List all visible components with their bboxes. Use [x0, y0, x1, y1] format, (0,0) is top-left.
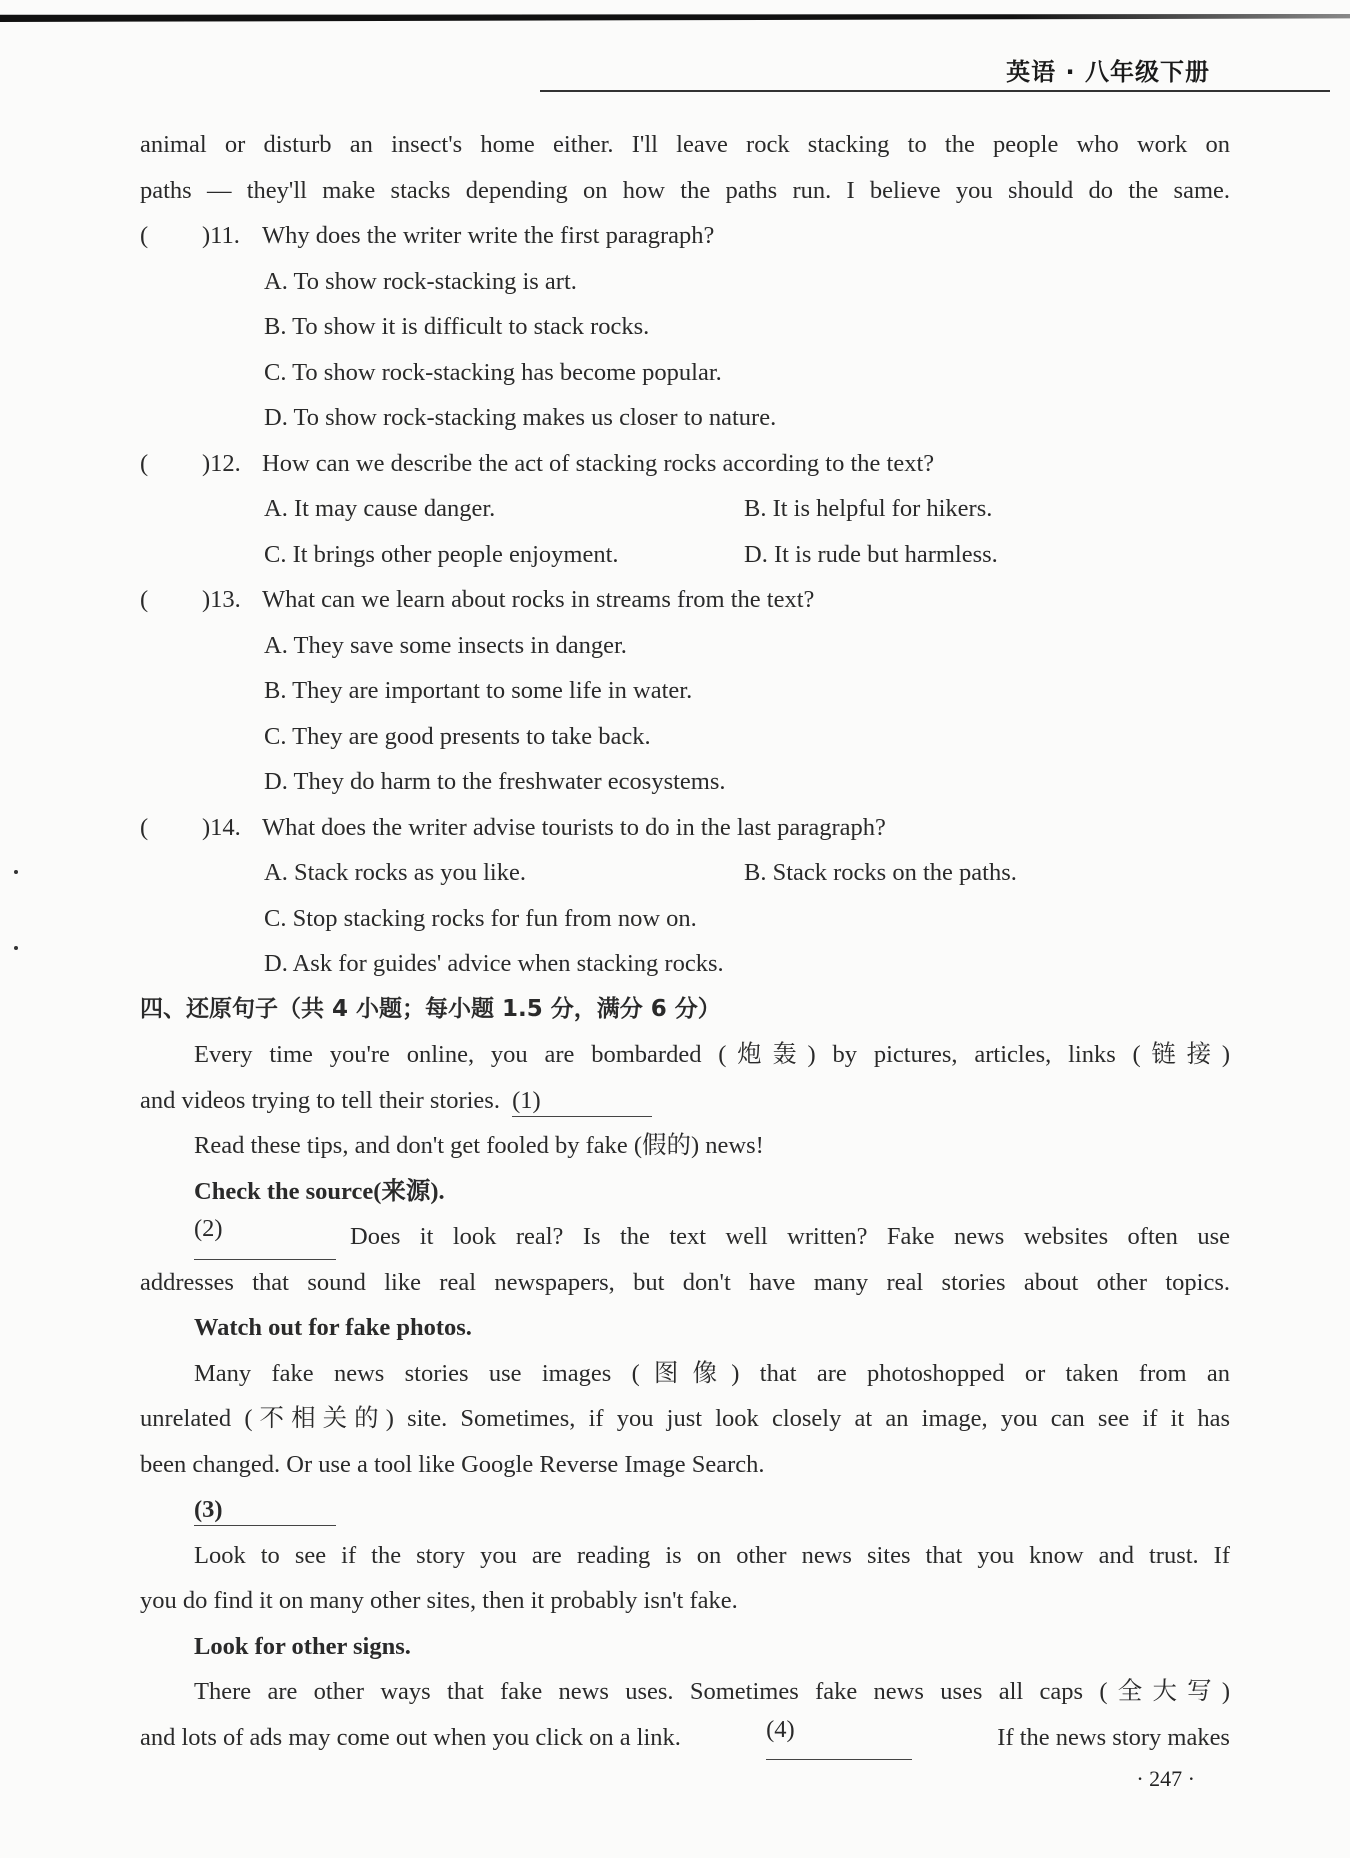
option: B. To show it is difficult to stack rocks. — [264, 313, 650, 340]
question-12 — [140, 441, 1230, 487]
paragraph-line: you do find it on many other sites, then it probably isn't fake. — [140, 1587, 738, 1614]
question-14 — [140, 805, 1230, 851]
subheading: Check the source(来源). — [194, 1177, 445, 1205]
subheading: Watch out for fake photos. — [194, 1314, 472, 1341]
option: B. They are important to some life in water. — [264, 677, 693, 704]
option: C. Stop stacking rocks for fun from now on. — [264, 904, 697, 932]
option: D. It is rude but harmless. — [744, 540, 998, 568]
option: C. They are good presents to take back. — [264, 722, 651, 750]
option-row — [140, 850, 1230, 896]
paragraph-line: been changed. Or use a tool like Google Reverse Image Search. — [140, 1450, 765, 1478]
answer-blank-1[interactable]: (1) — [512, 1086, 652, 1117]
paragraph-line: unrelated (不相关的) site. Sometimes, if you just look closely at an image, you can see if it has — [140, 1405, 1230, 1432]
option: D. They do harm to the freshwater ecosystems. — [264, 768, 726, 795]
question-stem: Why does the writer write the first paragraph? — [262, 222, 715, 249]
answer-paren[interactable]: ( — [140, 586, 149, 613]
paragraph-line — [140, 1487, 1230, 1533]
option: C. To show rock-stacking has become popular. — [264, 358, 722, 386]
passage-line: paths — they'll make stacks depending on how the paths run. I believe you should do the same. — [140, 176, 1230, 204]
subheading: Look for other signs. — [194, 1632, 411, 1660]
paragraph-text: and videos trying to tell their stories. — [140, 1086, 500, 1114]
question-number: )13. — [202, 586, 241, 613]
option: B. It is helpful for hikers. — [744, 495, 993, 522]
question-stem: What can we learn about rocks in streams from the text? — [262, 586, 815, 613]
option: A. To show rock-stacking is art. — [264, 267, 577, 295]
paragraph-line — [140, 1214, 1230, 1260]
answer-blank-3[interactable]: (3) — [194, 1495, 336, 1526]
answer-blank-4[interactable]: (4) — [766, 1715, 912, 1761]
header-rule — [540, 90, 1330, 92]
option: A. Stack rocks as you like. — [264, 859, 526, 886]
answer-blank-2[interactable]: (2) — [194, 1214, 336, 1260]
page-content — [140, 122, 1230, 1760]
option: D. To show rock-stacking makes us closer to nature. — [264, 404, 777, 431]
paragraph-line: Look to see if the story you are reading is on other news sites that you know and trust. If — [194, 1541, 1230, 1569]
scan-speck — [14, 870, 18, 874]
paragraph-line: Many fake news stories use images (图像) that are photoshopped or taken from an — [194, 1359, 1230, 1387]
option-row — [140, 532, 1230, 578]
answer-paren[interactable]: ( — [140, 813, 149, 841]
paragraph-line — [140, 1078, 1230, 1124]
option: B. Stack rocks on the paths. — [744, 859, 1017, 886]
option: A. It may cause danger. — [264, 495, 496, 522]
scan-speck — [14, 946, 18, 950]
answer-paren[interactable]: ( — [140, 449, 149, 477]
top-rule — [0, 14, 1350, 22]
paragraph-text: and lots of ads may come out when you click on a link. — [140, 1723, 681, 1751]
question-stem: How can we describe the act of stacking rocks according to the text? — [262, 449, 935, 477]
question-13 — [140, 577, 1230, 623]
section-heading: 四、还原句子（共 4 小题；每小题 1.5 分，满分 6 分） — [140, 995, 721, 1022]
paragraph-text: If the news story makes — [997, 1723, 1230, 1751]
paragraph-line: addresses that sound like real newspapers, but don't have many real stories about other topics. — [140, 1268, 1230, 1296]
question-11 — [140, 213, 1230, 259]
page-number: · 247 · — [1136, 1766, 1195, 1791]
paragraph-line: There are other ways that fake news uses. Sometimes fake news uses all caps (全大写) — [194, 1678, 1230, 1705]
question-number: )12. — [202, 449, 241, 477]
paragraph-line — [140, 1715, 1230, 1761]
question-number: )11. — [202, 222, 240, 249]
paragraph-text: Does it look real? Is the text well written? Fake news websites often use — [350, 1223, 1230, 1250]
paragraph-line: Every time you're online, you are bombarded (炮轰) by pictures, articles, links (链接) — [194, 1041, 1230, 1068]
option: C. It brings other people enjoyment. — [264, 540, 619, 568]
passage-line: animal or disturb an insect's home either. I'll leave rock stacking to the people who work on — [140, 131, 1230, 158]
option: A. They save some insects in danger. — [264, 631, 627, 659]
question-number: )14. — [202, 813, 241, 841]
question-stem: What does the writer advise tourists to do in the last paragraph? — [262, 813, 886, 841]
option: D. Ask for guides' advice when stacking rocks. — [264, 950, 724, 977]
option-row — [140, 486, 1230, 532]
paragraph-line: Read these tips, and don't get fooled by fake (假的) news! — [194, 1132, 764, 1159]
answer-paren[interactable]: ( — [140, 222, 149, 249]
page-header-title: 英语 · 八年级下册 — [1006, 58, 1210, 86]
